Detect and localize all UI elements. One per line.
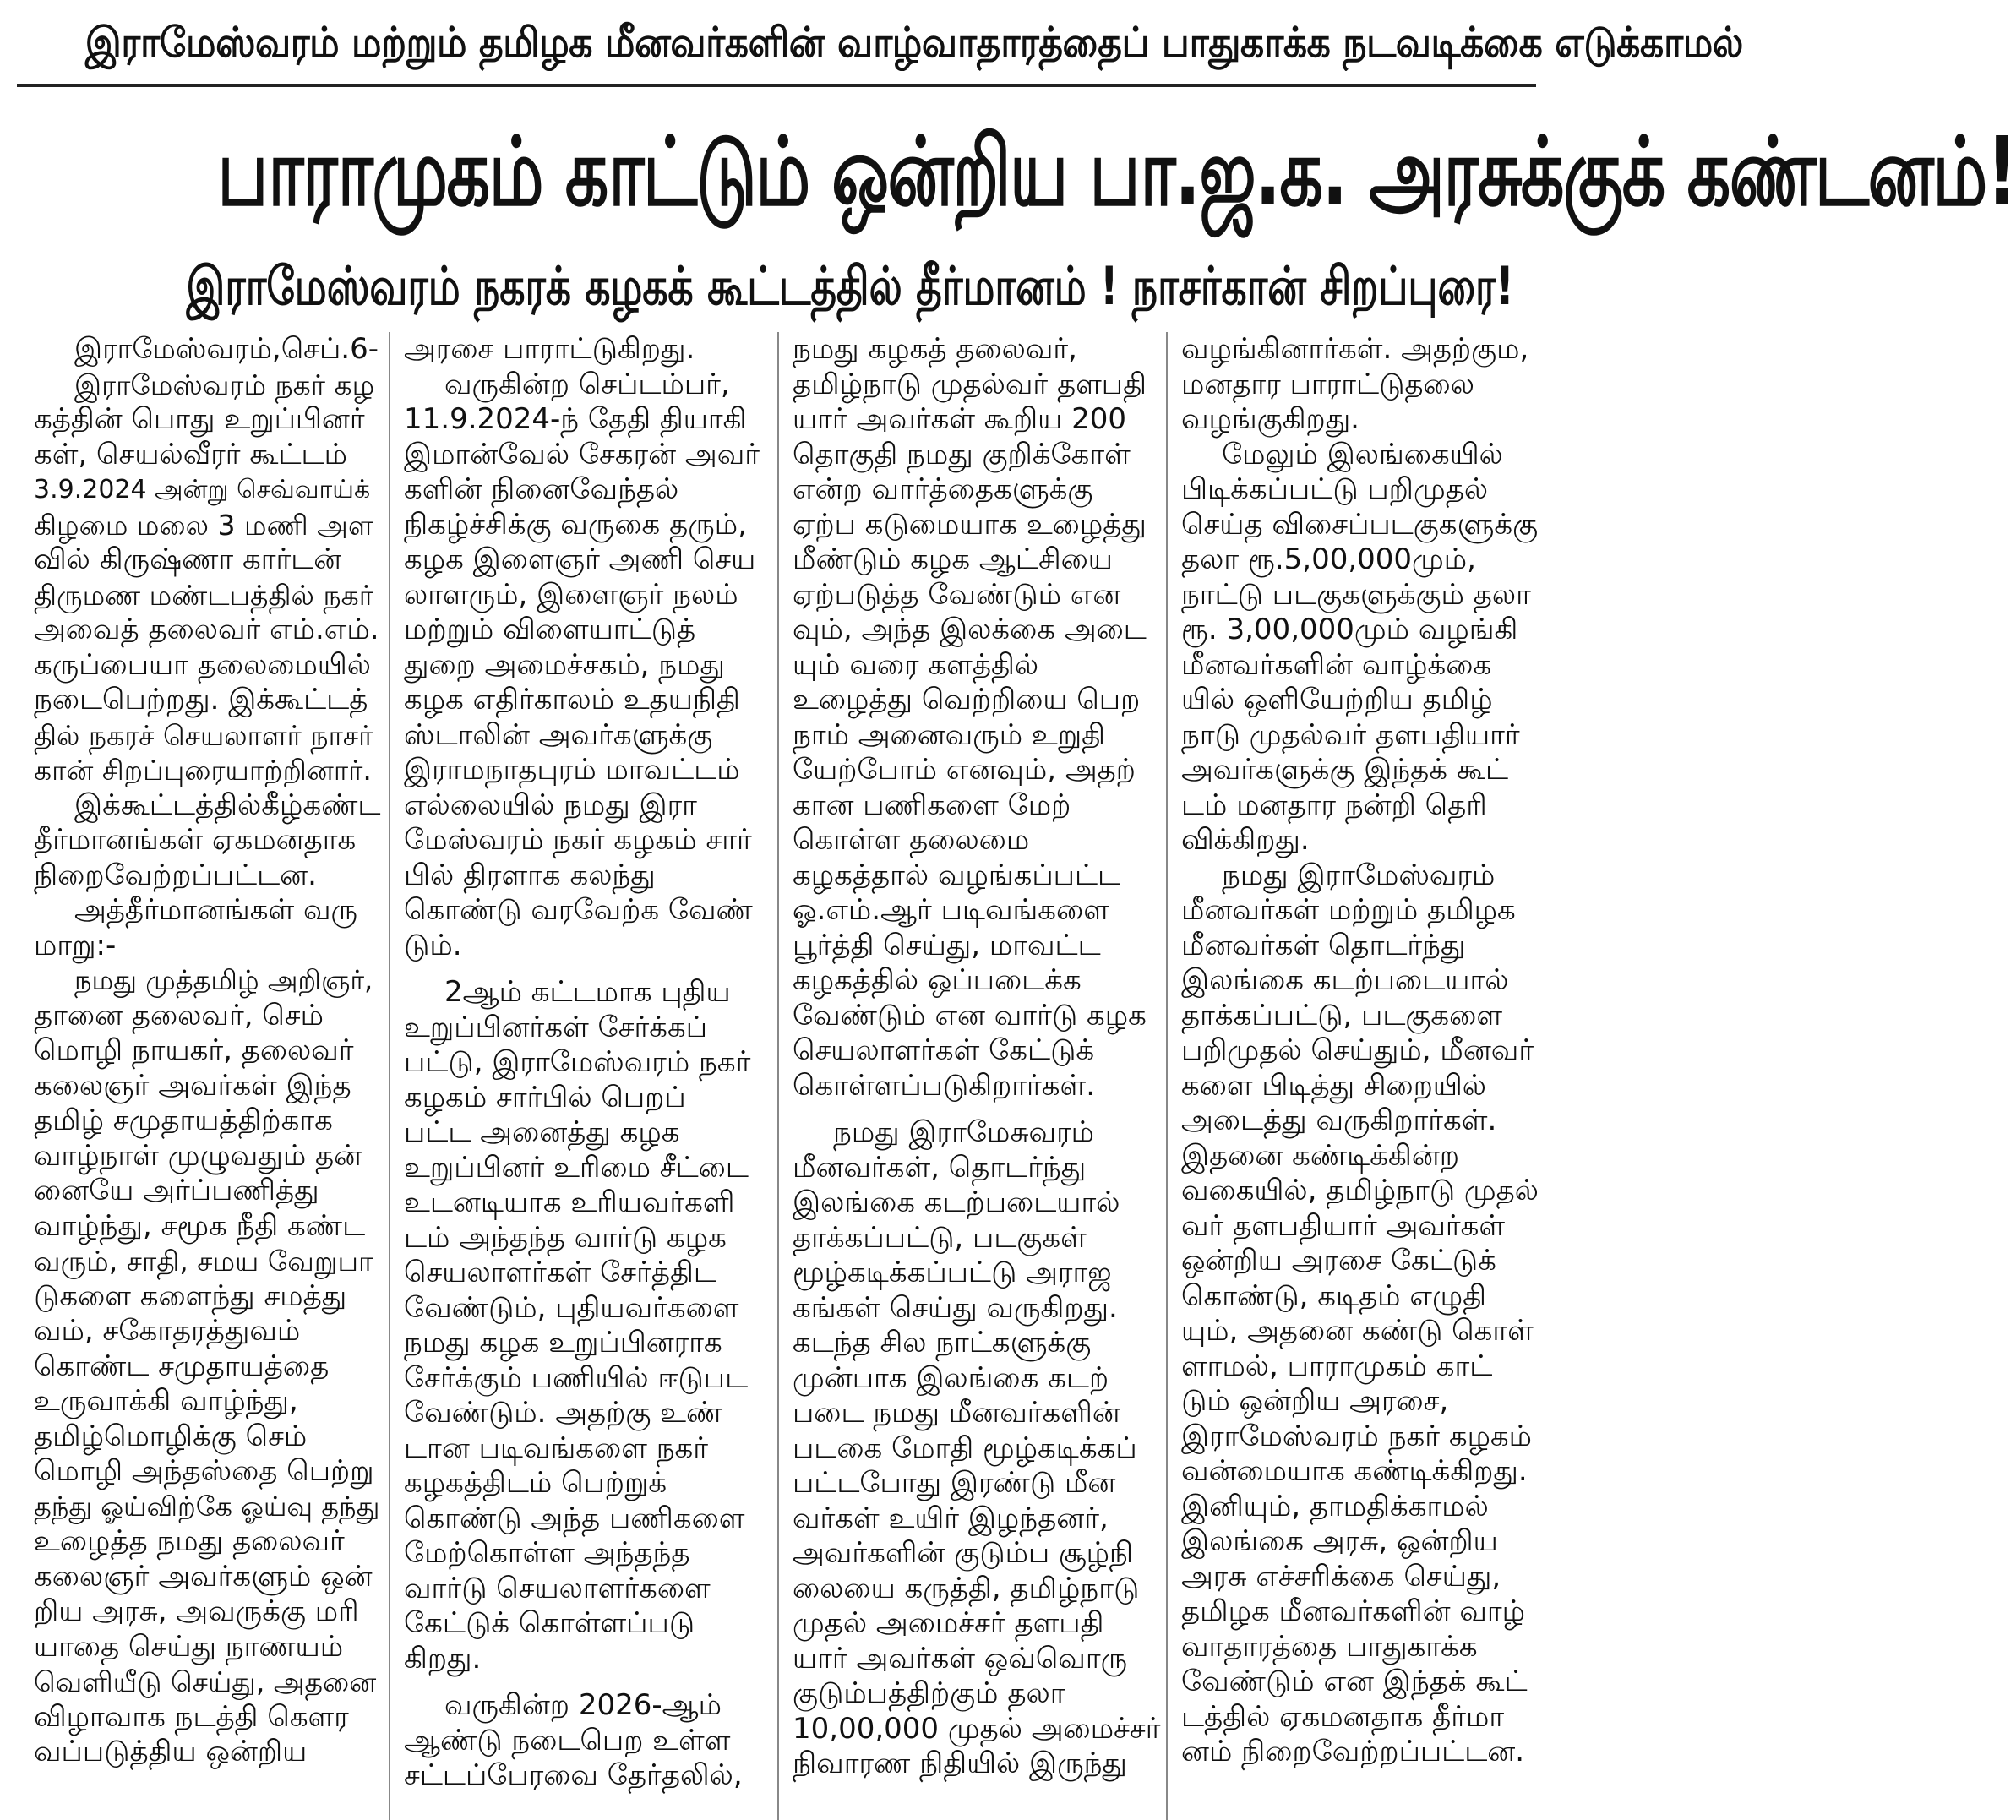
article-text-line: வாதாரத்தை பாதுகாக்க: [1181, 1629, 1478, 1664]
article-text-line: மீனவர்கள், தொடர்ந்து: [793, 1150, 1087, 1185]
article-text-line: கிழமை மலை 3 மணி அள: [34, 508, 373, 542]
article-text-line: கொள்ள தலைமை: [793, 823, 1030, 857]
article-text-line: வேண்டும் என வார்டு கழக: [793, 998, 1147, 1033]
article-text-line: 2ஆம் கட்டமாக புதிய: [444, 975, 731, 1009]
article-text-line: உழைத்த நமது தலைவர்: [34, 1524, 345, 1558]
article-text-line: றிய அரசு, அவருக்கு மரி: [34, 1594, 359, 1628]
article-text-line: ரூ. 3,00,000மும் வழங்கி: [1181, 613, 1518, 646]
article-text-line: கொண்ட சமுதாயத்தை: [34, 1349, 330, 1383]
article-text-line: மீனவர்களின் வாழ்க்கை: [1181, 647, 1492, 682]
article-text-line: ஆண்டு நடைபெற உள்ள: [404, 1723, 731, 1757]
article-text-line: னம் நிறைவேற்றப்பட்டன.: [1181, 1735, 1525, 1768]
article-text-line: இராமநாதபுரம் மாவட்டம்: [404, 753, 740, 787]
article-text-line: கழக எதிர்காலம் உதயநிதி: [404, 683, 740, 717]
article-text-line: அடைத்து வருகிறார்கள்.: [1181, 1103, 1497, 1137]
article-text-line: உழைத்து வெற்றியை பெற: [793, 683, 1141, 717]
article-text-line: கொண்டு, கடிதம் எழுதி: [1181, 1278, 1487, 1313]
article-text-line: டம் மனதார நன்றி தெரி: [1181, 787, 1487, 822]
article-text-line: குடும்பத்திற்கும் தலா: [793, 1676, 1065, 1710]
article-text-line: நமது இராமேஸ்வரம்: [1222, 858, 1496, 892]
article-text-line: இராமேஸ்வரம் நகர் கழகம்: [1181, 1419, 1533, 1453]
article-text-line: ஸ்டாலின் அவர்களுக்கு: [404, 717, 713, 752]
article-text-line: வர் தளபதியார் அவர்கள்: [1181, 1208, 1506, 1243]
article-text-line: நிகழ்ச்சிக்கு வருகை தரும்,: [404, 507, 747, 542]
article-text-line: வன்மையாக கண்டிக்கிறது.: [1181, 1454, 1528, 1488]
article-text-line: வகையில், தமிழ்நாடு முதல்: [1181, 1174, 1539, 1207]
article-text-line: என்ற வார்த்தைகளுக்கு: [793, 472, 1093, 506]
article-text-line: லையை கருத்தி, தமிழ்நாடு: [793, 1571, 1140, 1605]
article-text-line: அவைத் தலைவர் எம்.எம்.: [34, 613, 379, 646]
article-text-line: டம் அந்தந்த வார்டு கழக: [404, 1220, 727, 1255]
article-text-line: இக்கூட்டத்தில்கீழ்கண்ட: [74, 787, 381, 822]
article-text-line: வருகின்ற 2026-ஆம்: [444, 1688, 722, 1722]
article-text-line: டான படிவங்களை நகர்: [404, 1430, 709, 1465]
article-text-line: வேண்டும் என இந்தக் கூட்: [1181, 1665, 1528, 1698]
article-text-line: வாழ்நாள் முழுவதும் தன்: [34, 1138, 362, 1173]
article-text-line: பட்டு, இராமேஸ்வரம் நகர்: [404, 1045, 751, 1079]
article-text-line: மாறு:-: [34, 928, 117, 962]
article-text-line: வப்படுத்திய ஒன்றிய: [34, 1735, 308, 1768]
article-text-line: மேற்கொள்ள அந்தந்த: [404, 1536, 690, 1570]
article-text-line: பட்ட அனைத்து கழக: [404, 1115, 680, 1149]
article-text-line: நாம் அனைவரும் உறுதி: [793, 717, 1106, 752]
article-text-line: விக்கிறது.: [1181, 823, 1310, 857]
article-text-line: வில் கிருஷ்ணா கார்டன்: [34, 542, 342, 576]
article-text-line: வருகின்ற செப்டம்பர்,: [444, 367, 730, 401]
article-text-line: மற்றும் விளையாட்டுத்: [404, 613, 696, 646]
article-column-2: [404, 332, 772, 1820]
article-text-line: செயலாளர்கள் கேட்டுக்: [793, 1033, 1095, 1067]
article-text-line: பிடிக்கப்பட்டு பறிமுதல்: [1181, 472, 1489, 506]
kicker-line: இராமேஸ்வரம் மற்றும் தமிழக மீனவர்களின் வாழ்வாதாரத்தைப் பாதுகாக்க நடவடிக்கை எடுக்காமல்: [84, 19, 1743, 67]
article-text-line: தந்து ஓய்விற்கே ஓய்வு தந்து: [34, 1490, 380, 1523]
article-text-line: 10,00,000 முதல் அமைச்சர்: [793, 1711, 1161, 1746]
article-text-line: உறுப்பினர்கள் சேர்க்கப்: [404, 1010, 708, 1044]
article-text-line: ஓ.எம்.ஆர் படிவங்களை: [793, 893, 1109, 927]
article-text-line: மூழ்கடிக்கப்பட்டு அராஜ: [793, 1256, 1112, 1289]
article-text-line: நாட்டு படகுகளுக்கும் தலா: [1181, 577, 1531, 612]
article-text-line: கங்கள் செய்து வருகிறது.: [793, 1290, 1118, 1325]
article-text-line: யார் அவர்கள் கூறிய 200: [793, 402, 1127, 436]
article-text-line: இனியும், தாமதிக்காமல்: [1181, 1489, 1489, 1523]
article-text-line: னையே அர்ப்பணித்து: [34, 1174, 319, 1207]
article-column-4: [1181, 332, 1539, 1820]
article-text-line: கிறது.: [404, 1641, 482, 1676]
subheadline: இராமேஸ்வரம் நகரக் கழகக் கூட்டத்தில் தீர்மானம் ! நாசர்கான் சிறப்புரை!: [186, 255, 1514, 317]
top-rule: [17, 84, 1536, 87]
article-text-line: தமிழ் சமுதாயத்திற்காக: [34, 1103, 333, 1137]
article-text-line: முன்பாக இலங்கை கடற்: [793, 1360, 1109, 1395]
article-text-line: நடைபெற்றது. இக்கூட்டத்: [34, 683, 368, 717]
article-text-line: கருப்பையா தலைமையில்: [34, 647, 371, 682]
article-text-line: கழகத்தில் ஒப்படைக்க: [793, 963, 1082, 997]
article-text-line: பறிமுதல் செய்தும், மீனவர்: [1181, 1033, 1534, 1067]
article-text-line: இராமேஸ்வரம் நகர் கழ: [74, 368, 375, 401]
article-text-line: மேலும் இலங்கையில்: [1222, 437, 1503, 471]
article-text-line: இராமேஸ்வரம்,செப்.6-: [74, 332, 379, 366]
article-text-line: அத்தீர்மானங்கள் வரு: [74, 893, 358, 927]
article-text-line: வேண்டும். அதற்கு உண்: [404, 1396, 723, 1430]
article-text-line: ஏற்ப கடுமையாக உழைத்து: [793, 507, 1147, 542]
headline: பாராமுகம் காட்டும் ஒன்றிய பா.ஜ.க. அரசுக்குக் கண்டனம்!: [217, 117, 2016, 227]
article-text-line: களின் நினைவேந்தல்: [404, 472, 679, 506]
article-text-line: அவர்களின் குடும்ப சூழ்நி: [793, 1536, 1134, 1570]
article-text-line: வரும், சாதி, சமய வேறுபா: [34, 1245, 373, 1278]
article-text-line: மீனவர்கள் மற்றும் தமிழக: [1181, 893, 1516, 927]
article-text-line: வெளியீடு செய்து, அதனை: [34, 1665, 377, 1698]
article-text-line: யாதை செய்து நாணயம்: [34, 1629, 344, 1664]
article-text-line: கழகம் சார்பில் பெறப்: [404, 1080, 686, 1114]
article-column-3: [793, 332, 1161, 1820]
article-text-line: துறை அமைச்சகம், நமது: [404, 647, 725, 682]
article-text-line: மொழி நாயகர், தலைவர்: [34, 1033, 354, 1067]
article-text-line: வும், அந்த இலக்கை அடை: [793, 613, 1147, 646]
article-text-line: கழக இளைஞர் அணி செய: [404, 542, 756, 576]
article-text-line: அவர்களுக்கு இந்தக் கூட்: [1181, 753, 1509, 787]
article-text-line: நிவாரண நிதியில் இருந்து: [793, 1746, 1127, 1780]
article-text-line: தொகுதி நமது குறிக்கோள்: [793, 437, 1131, 471]
article-text-line: கலைஞர் அவர்களும் ஒன்: [34, 1559, 373, 1594]
article-text-line: நிறைவேற்றப்பட்டன.: [34, 858, 317, 892]
article-text-line: வழங்குகிறது.: [1181, 402, 1359, 436]
article-text-line: எல்லையில் நமது இரா: [404, 787, 697, 822]
article-text-line: படை நமது மீனவர்களின்: [793, 1396, 1120, 1430]
article-text-line: ஏற்படுத்த வேண்டும் என: [793, 577, 1121, 612]
article-text-line: கேட்டுக் கொள்ளப்படு: [404, 1606, 695, 1640]
article-text-line: ஒன்றிய அரசை கேட்டுக்: [1181, 1244, 1496, 1278]
article-text-line: உருவாக்கி வாழ்ந்து,: [34, 1384, 298, 1418]
article-text-line: செயலாளர்கள் சேர்த்திட: [404, 1256, 716, 1289]
article-text-line: தமிழக மீனவர்களின் வாழ்: [1181, 1594, 1526, 1628]
article-text-line: படகை மோதி மூழ்கடிக்கப்: [793, 1430, 1137, 1465]
article-text-line: வம், சகோதரத்துவம்: [34, 1314, 301, 1348]
article-text-line: முதல் அமைச்சர் தளபதி: [793, 1606, 1104, 1640]
article-text-line: யும் வரை களத்தில்: [793, 647, 1039, 682]
article-text-line: கழகத்திடம் பெற்றுக்: [404, 1466, 667, 1500]
article-text-line: டத்தில் ஏகமனதாக தீர்மா: [1181, 1699, 1505, 1734]
article-body: [7, 332, 1546, 1820]
article-text-line: வழங்கினார்கள். அதற்கும,: [1181, 332, 1529, 366]
article-text-line: களை பிடித்து சிறையில்: [1181, 1068, 1486, 1103]
article-text-line: மேஸ்வரம் நகர் கழகம் சார்: [404, 823, 752, 857]
article-text-line: தமிழ்நாடு முதல்வர் தளபதி: [793, 367, 1147, 401]
article-text-line: பூர்த்தி செய்து, மாவட்ட: [793, 928, 1101, 962]
article-text-line: பில் திரளாக கலந்து: [404, 858, 656, 892]
article-text-line: தமிழ்மொழிக்கு செம்: [34, 1419, 308, 1453]
article-text-line: கழகத்தால் வழங்கப்பட்ட: [793, 858, 1121, 892]
article-text-line: யேற்போம் எனவும், அதற்: [793, 753, 1136, 787]
article-text-line: கொண்டு அந்த பணிகளை: [404, 1501, 745, 1535]
article-text-line: கொண்டு வரவேற்க வேண்: [404, 893, 753, 927]
article-text-line: நமது இராமேசுவரம்: [833, 1115, 1095, 1149]
article-column-1: [34, 332, 380, 1820]
article-text-line: நமது கழக உறுப்பினராக: [404, 1326, 722, 1360]
article-text-line: உறுப்பினர் உரிமை சீட்டை: [404, 1150, 749, 1185]
article-text-line: மனதார பாராட்டுதலை: [1181, 367, 1474, 401]
article-text-line: கலைஞர் அவர்கள் இந்த: [34, 1068, 351, 1103]
article-text-line: வேண்டும், புதியவர்களை: [404, 1290, 739, 1325]
article-text-line: நமது கழகத் தலைவர்,: [793, 332, 1077, 366]
article-text-line: சட்டப்பேரவை தேர்தலில்,: [404, 1758, 743, 1792]
article-text-line: யும், அதனை கண்டு கொள்: [1181, 1314, 1534, 1348]
article-text-line: உடனடியாக உரியவர்களி: [404, 1185, 735, 1219]
article-text-line: கான பணிகளை மேற்: [793, 787, 1071, 822]
article-text-line: வார்டு செயலாளர்களை: [404, 1571, 711, 1605]
article-text-line: மொழி அந்தஸ்தை பெற்று: [34, 1454, 374, 1488]
article-text-line: யார் அவர்கள் ஒவ்வொரு: [793, 1641, 1128, 1676]
article-text-line: 11.9.2024-ந் தேதி தியாகி: [404, 402, 747, 436]
article-text-line: விழாவாக நடத்தி கௌர: [34, 1699, 349, 1734]
article-text-line: தாக்கப்பட்டு, படகுகளை: [1181, 998, 1503, 1033]
article-text-line: வர்கள் உயிர் இழந்தனர்,: [793, 1501, 1109, 1535]
article-text-line: தானை தலைவர், செம்: [34, 998, 324, 1033]
article-text-line: டுகளை களைந்து சமத்து: [34, 1278, 347, 1313]
article-text-line: இதனை கண்டிக்கின்ற: [1181, 1138, 1459, 1173]
article-text-line: கொள்ளப்படுகிறார்கள்.: [793, 1068, 1096, 1103]
article-text-line: தில் நகரச் செயலாளர் நாசர்: [34, 718, 373, 752]
article-text-line: யில் ஒளியேற்றிய தமிழ்: [1181, 683, 1493, 717]
article-text-line: கள், செயல்வீரர் கூட்டம்: [34, 437, 347, 471]
article-text-line: மீனவர்கள் தொடர்ந்து: [1181, 928, 1466, 962]
article-text-line: 3.9.2024 அன்று செவ்வாய்க்: [34, 475, 371, 504]
article-text-line: திருமண மண்டபத்தில் நகர்: [34, 578, 373, 612]
article-text-line: சேர்க்கும் பணியில் ஈடுபட: [404, 1360, 749, 1395]
article-text-line: அரசு எச்சரிக்கை செய்து,: [1181, 1559, 1501, 1594]
article-text-line: அரசை பாராட்டுகிறது.: [404, 332, 695, 366]
article-text-line: கடந்த சில நாட்களுக்கு: [793, 1326, 1092, 1360]
article-text-line: நாடு முதல்வர் தளபதியார்: [1181, 717, 1520, 752]
article-text-line: கத்தின் பொது உறுப்பினர்: [34, 402, 365, 436]
article-text-line: இலங்கை கடற்படையால்: [1181, 963, 1509, 997]
article-text-line: ளாமல், பாராமுகம் காட்: [1181, 1349, 1493, 1383]
article-text-line: லாளரும், இளைஞர் நலம்: [404, 577, 738, 612]
article-text-line: இலங்கை கடற்படையால்: [793, 1185, 1120, 1219]
article-text-line: தாக்கப்பட்டு, படகுகள்: [793, 1220, 1087, 1255]
article-text-line: இலங்கை அரசு, ஒன்றிய: [1181, 1524, 1498, 1558]
article-text-line: செய்த விசைப்படகுகளுக்கு: [1181, 507, 1539, 542]
article-text-line: தீர்மானங்கள் ஏகமனதாக: [34, 823, 357, 857]
article-text-line: நமது முத்தமிழ் அறிஞர்,: [74, 964, 373, 996]
article-text-line: டும்.: [404, 928, 462, 962]
article-text-line: இமான்வேல் சேகரன் அவர்: [404, 437, 760, 471]
article-text-line: கான் சிறப்புரையாற்றினார்.: [34, 754, 372, 787]
article-text-line: டும் ஒன்றிய அரசை,: [1181, 1384, 1449, 1418]
article-text-line: வாழ்ந்து, சமூக நீதி கண்ட: [34, 1208, 366, 1243]
article-text-line: தலா ரூ.5,00,000மும்,: [1181, 542, 1476, 576]
article-text-line: மீண்டும் கழக ஆட்சியை: [793, 542, 1113, 576]
article-text-line: பட்டபோது இரண்டு மீன: [793, 1466, 1116, 1500]
